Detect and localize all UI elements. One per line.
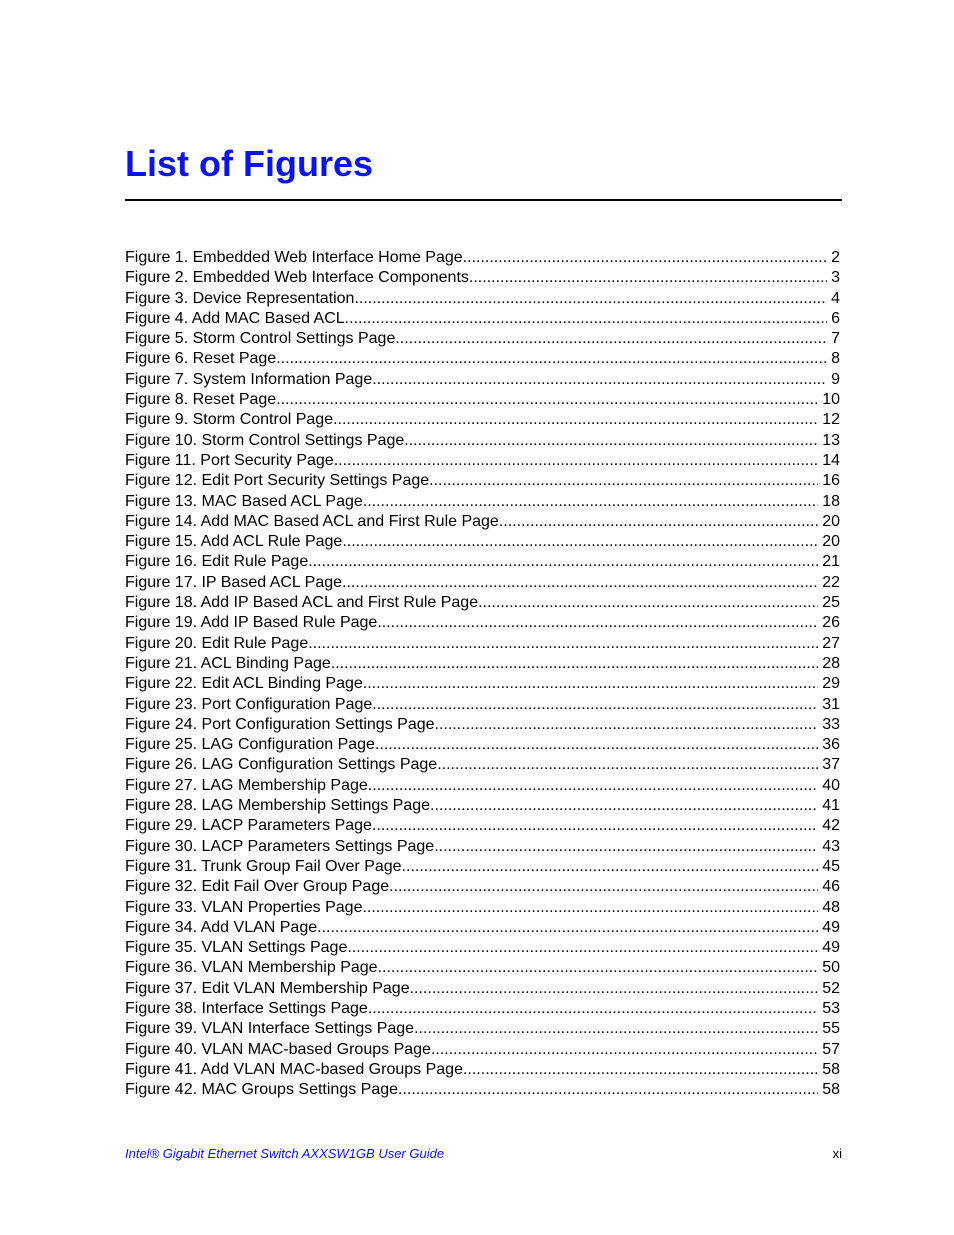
dot-leader [434, 837, 818, 857]
dot-leader [308, 552, 818, 572]
figure-entry[interactable] [125, 654, 840, 674]
figure-entry[interactable] [125, 512, 840, 532]
dot-leader [372, 370, 827, 390]
figure-entry-label: Figure 31. Trunk Group Fail Over Page [125, 857, 402, 875]
figure-entry-label: Figure 37. Edit VLAN Membership Page [125, 979, 410, 997]
figure-entry-page-number: 8 [831, 350, 840, 368]
dot-leader [372, 816, 818, 836]
dot-leader [398, 1080, 818, 1100]
figure-entry[interactable] [125, 958, 840, 978]
figure-entry-label: Figure 13. MAC Based ACL Page [125, 492, 363, 510]
dot-leader [375, 735, 818, 755]
figure-entry-page-number: 55 [822, 1020, 840, 1038]
dot-leader [377, 613, 818, 633]
figure-entry[interactable] [125, 898, 840, 918]
figure-entry-page-number: 9 [831, 370, 840, 388]
figure-entry[interactable] [125, 451, 840, 471]
figure-entry-label: Figure 7. System Information Page [125, 370, 373, 388]
figure-entry-label: Figure 9. Storm Control Page [125, 411, 334, 429]
figure-entry[interactable] [125, 613, 840, 633]
dot-leader [331, 654, 818, 674]
dot-leader [404, 431, 818, 451]
figure-entry-page-number: 33 [822, 715, 840, 733]
figure-entry-label: Figure 4. Add MAC Based ACL [125, 309, 345, 327]
figure-entry[interactable] [125, 857, 840, 877]
figure-entry-page-number: 48 [822, 898, 840, 916]
figure-entry[interactable] [125, 918, 840, 938]
figure-entry-page-number: 25 [822, 594, 840, 612]
figure-entry-page-number: 45 [822, 857, 840, 875]
figure-entry-page-number: 52 [822, 979, 840, 997]
figure-entry-label: Figure 2. Embedded Web Interface Components [125, 269, 469, 287]
figure-entry-page-number: 16 [822, 472, 840, 490]
figure-entry[interactable] [125, 268, 840, 288]
figure-entry[interactable] [125, 634, 840, 654]
figure-entry-label: Figure 6. Reset Page [125, 350, 277, 368]
figure-entry-label: Figure 28. LAG Membership Settings Page [125, 797, 431, 815]
figure-entry[interactable] [125, 837, 840, 857]
figure-entry-page-number: 7 [831, 330, 840, 348]
figure-entry-page-number: 3 [831, 269, 840, 287]
figure-entry[interactable] [125, 370, 840, 390]
figure-entry-label: Figure 16. Edit Rule Page [125, 553, 309, 571]
dot-leader [430, 796, 818, 816]
figure-entry-label: Figure 3. Device Representation [125, 289, 355, 307]
footer-document-title: Intel® Gigabit Ethernet Switch AXXSW1GB User Guide [125, 1146, 445, 1161]
figure-entry[interactable] [125, 695, 840, 715]
figure-entry-page-number: 27 [822, 634, 840, 652]
dot-leader [378, 958, 819, 978]
figure-entry-label: Figure 12. Edit Port Security Settings Page [125, 472, 430, 490]
figure-entry-label: Figure 14. Add MAC Based ACL and First Rule Page [125, 512, 499, 530]
figure-entry-page-number: 57 [822, 1040, 840, 1058]
dot-leader [499, 512, 818, 532]
figure-entry-page-number: 41 [822, 797, 840, 815]
figure-entry-label: Figure 33. VLAN Properties Page [125, 898, 363, 916]
figure-entry[interactable] [125, 755, 840, 775]
figure-entry-label: Figure 17. IP Based ACL Page [125, 573, 343, 591]
dot-leader [334, 451, 819, 471]
figure-entry[interactable] [125, 1080, 840, 1100]
dot-leader [354, 289, 827, 309]
dot-leader [389, 877, 818, 897]
figure-entry-label: Figure 19. Add IP Based Rule Page [125, 614, 378, 632]
dot-leader [478, 593, 818, 613]
figure-entry-page-number: 58 [822, 1060, 840, 1078]
figure-entry-label: Figure 10. Storm Control Settings Page [125, 431, 405, 449]
figure-entry-page-number: 12 [822, 411, 840, 429]
figure-entry-label: Figure 42. MAC Groups Settings Page [125, 1081, 399, 1099]
figure-entry-label: Figure 25. LAG Configuration Page [125, 736, 375, 754]
figure-entry-label: Figure 5. Storm Control Settings Page [125, 330, 396, 348]
figure-entry-page-number: 28 [822, 654, 840, 672]
figure-entry[interactable] [125, 552, 840, 572]
figure-entry-label: Figure 41. Add VLAN MAC-based Groups Page [125, 1060, 463, 1078]
figure-entry-page-number: 21 [822, 553, 840, 571]
figure-entry-page-number: 2 [831, 249, 840, 266]
dot-leader [368, 999, 818, 1019]
figure-entry[interactable] [125, 532, 840, 552]
figure-entry-label: Figure 1. Embedded Web Interface Home Page [125, 249, 463, 266]
figure-entry[interactable] [125, 390, 840, 410]
figure-entry-label: Figure 20. Edit Rule Page [125, 634, 309, 652]
figure-entry-page-number: 22 [822, 573, 840, 591]
figure-entry-page-number: 50 [822, 959, 840, 977]
dot-leader [463, 248, 827, 268]
figure-entry-label: Figure 35. VLAN Settings Page [125, 939, 348, 957]
dot-leader [333, 410, 818, 430]
figure-entry-page-number: 18 [822, 492, 840, 510]
figure-entry-label: Figure 36. VLAN Membership Page [125, 959, 378, 977]
dot-leader [276, 349, 827, 369]
figure-entry[interactable] [125, 938, 840, 958]
dot-leader [437, 755, 818, 775]
figure-entry-label: Figure 22. Edit ACL Binding Page [125, 675, 363, 693]
figure-entry[interactable] [125, 410, 840, 430]
dot-leader [317, 918, 818, 938]
dot-leader [463, 1060, 818, 1080]
figure-entry[interactable] [125, 674, 840, 694]
figure-entry[interactable] [125, 1019, 840, 1039]
dot-leader [345, 309, 827, 329]
figure-entry[interactable] [125, 715, 840, 735]
figure-entry[interactable] [125, 776, 840, 796]
figure-entry-label: Figure 32. Edit Fail Over Group Page [125, 878, 390, 896]
figure-entry[interactable] [125, 349, 840, 369]
figure-entry[interactable] [125, 796, 840, 816]
title-rule [125, 199, 842, 201]
figure-entry-page-number: 4 [831, 289, 840, 307]
figure-entry-page-number: 29 [822, 675, 840, 693]
figure-entry[interactable] [125, 979, 840, 999]
dot-leader [362, 898, 818, 918]
page-title: List of Figures [125, 143, 374, 184]
dot-leader [410, 979, 819, 999]
figure-list [125, 248, 840, 1100]
figure-entry-label: Figure 24. Port Configuration Settings Page [125, 715, 435, 733]
dot-leader [363, 492, 818, 512]
figure-entry[interactable] [125, 877, 840, 897]
figure-entry-page-number: 36 [822, 736, 840, 754]
figure-entry[interactable] [125, 816, 840, 836]
figure-entry-page-number: 49 [822, 918, 840, 936]
figure-entry-label: Figure 34. Add VLAN Page [125, 918, 318, 936]
figure-entry-label: Figure 27. LAG Membership Page [125, 776, 368, 794]
dot-leader [395, 329, 827, 349]
dot-leader [276, 390, 818, 410]
dot-leader [342, 573, 818, 593]
figure-entry[interactable] [125, 309, 840, 329]
dot-leader [368, 776, 818, 796]
figure-entry-label: Figure 11. Port Security Page [125, 451, 334, 469]
figure-entry-label: Figure 40. VLAN MAC-based Groups Page [125, 1040, 431, 1058]
figure-entry[interactable] [125, 248, 840, 268]
figure-entry-page-number: 20 [822, 533, 840, 551]
figure-entry[interactable] [125, 735, 840, 755]
figure-entry-page-number: 31 [822, 695, 840, 713]
dot-leader [372, 695, 818, 715]
figure-entry[interactable] [125, 431, 840, 451]
figure-entry-page-number: 26 [822, 614, 840, 632]
figure-entry-label: Figure 15. Add ACL Rule Page [125, 533, 343, 551]
figure-entry-page-number: 10 [822, 391, 840, 409]
figure-entry-page-number: 49 [822, 939, 840, 957]
dot-leader [342, 532, 818, 552]
figure-entry-label: Figure 21. ACL Binding Page [125, 654, 331, 672]
figure-entry[interactable] [125, 471, 840, 491]
figure-entry-page-number: 20 [822, 512, 840, 530]
figure-entry-label: Figure 18. Add IP Based ACL and First Rule Page [125, 594, 479, 612]
figure-entry-page-number: 40 [822, 776, 840, 794]
figure-entry-page-number: 14 [822, 451, 840, 469]
figure-entry-label: Figure 8. Reset Page [125, 391, 277, 409]
figure-entry-page-number: 58 [822, 1081, 840, 1099]
dot-leader [308, 634, 818, 654]
figure-entry[interactable] [125, 999, 840, 1019]
figure-entry[interactable] [125, 1060, 840, 1080]
figure-entry[interactable] [125, 1040, 840, 1060]
figure-entry-page-number: 53 [822, 999, 840, 1017]
figure-entry[interactable] [125, 573, 840, 593]
dot-leader [347, 938, 818, 958]
figure-entry-page-number: 43 [822, 837, 840, 855]
figure-entry[interactable] [125, 329, 840, 349]
footer-page-number: xi [832, 1146, 842, 1161]
dot-leader [402, 857, 819, 877]
dot-leader [429, 471, 818, 491]
figure-entry[interactable] [125, 289, 840, 309]
figure-entry[interactable] [125, 593, 840, 613]
dot-leader [435, 715, 819, 735]
figure-entry-label: Figure 39. VLAN Interface Settings Page [125, 1020, 415, 1038]
figure-entry-label: Figure 26. LAG Configuration Settings Page [125, 756, 438, 774]
figure-entry-page-number: 46 [822, 878, 840, 896]
dot-leader [469, 268, 827, 288]
figure-entry-page-number: 42 [822, 817, 840, 835]
figure-entry-label: Figure 38. Interface Settings Page [125, 999, 368, 1017]
dot-leader [363, 674, 818, 694]
figure-entry-label: Figure 29. LACP Parameters Page [125, 817, 372, 835]
figure-entry-page-number: 37 [822, 756, 840, 774]
figure-entry-label: Figure 30. LACP Parameters Settings Page [125, 837, 435, 855]
figure-entry-page-number: 13 [822, 431, 840, 449]
figure-entry[interactable] [125, 492, 840, 512]
figure-entry-page-number: 6 [831, 309, 840, 327]
figure-entry-label: Figure 23. Port Configuration Page [125, 695, 373, 713]
dot-leader [414, 1019, 818, 1039]
dot-leader [431, 1040, 818, 1060]
